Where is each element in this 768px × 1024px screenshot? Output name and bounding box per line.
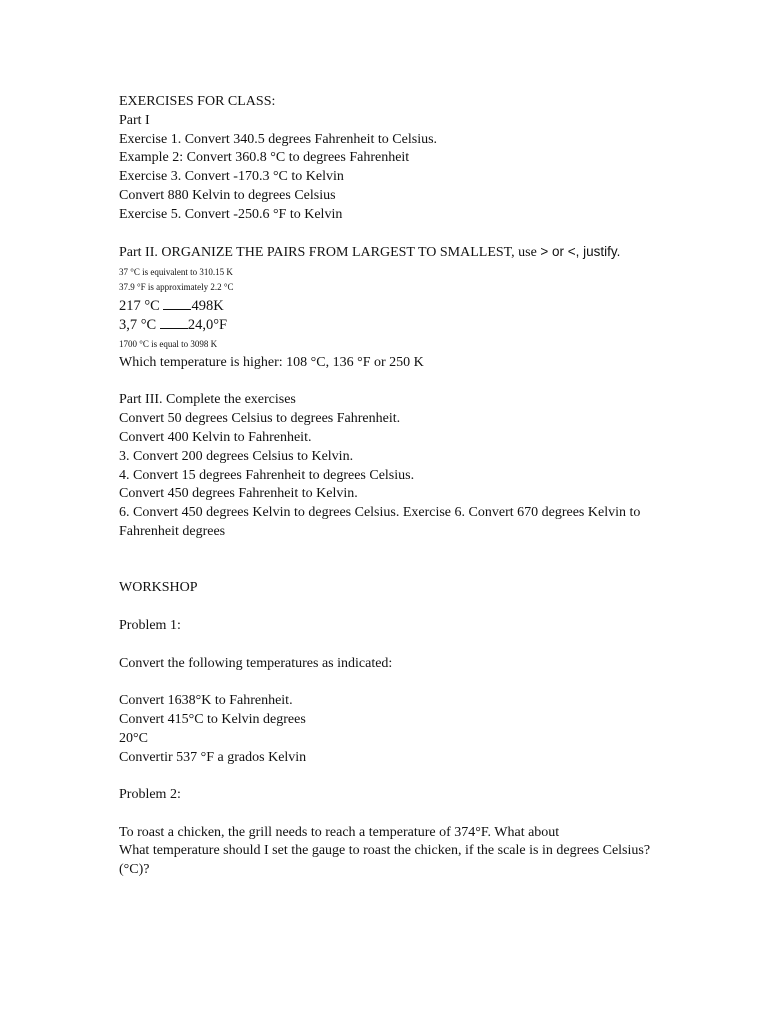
problem1-item: Convert 1638°K to Fahrenheit. — [119, 693, 293, 709]
workshop-section — [119, 579, 679, 880]
part1-section — [119, 93, 679, 225]
problem2-line: To roast a chicken, the grill needs to reach a temperature of 374°F. What about — [119, 824, 560, 840]
document-page — [119, 93, 679, 880]
part2-pair — [119, 297, 679, 316]
problem1-item: Convert 415°C to Kelvin degrees — [119, 711, 306, 727]
problem2-title: Problem 2: — [119, 787, 181, 803]
problem2-line: What temperature should I set the gauge to roast the chicken, if the scale is in degrees Celsius? — [119, 843, 651, 859]
part1-item: Exercise 1. Convert 340.5 degrees Fahrenheit to Celsius. — [119, 131, 438, 147]
part2-question: Which temperature is higher: 108 °C, 136 °F or 250 K — [119, 354, 424, 370]
part2-section — [119, 243, 679, 372]
exercises-heading: EXERCISES FOR CLASS: — [119, 94, 276, 109]
pair-right: 498K — [191, 298, 224, 315]
part2-note: 37 °C is equivalent to 310.15 K — [119, 267, 233, 278]
part3-item: 6. Convert 450 degrees Kelvin to degrees Celsius. Exercise 6. Convert 670 degrees Kelvin to Fahrenheit degrees — [119, 505, 641, 539]
part1-item: Exercise 5. Convert -250.6 °F to Kelvin — [119, 206, 343, 222]
part3-item: Convert 400 Kelvin to Fahrenheit. — [119, 429, 312, 445]
part1-subheading: Part I — [119, 112, 150, 128]
part2-pair — [119, 316, 679, 335]
problem1-list — [119, 692, 679, 767]
part3-section — [119, 391, 679, 541]
part2-note: 1700 °C is equal to 3098 K — [119, 338, 218, 349]
problem1-item: 20°C — [119, 730, 148, 746]
part2-heading-main: Part II. ORGANIZE THE PAIRS FROM LARGEST TO SMALLEST, use — [119, 245, 537, 261]
part2-heading-tail: > or <, justify. — [540, 244, 621, 260]
workshop-heading: WORKSHOP — [119, 580, 198, 596]
problem1-item: Convertir 537 °F a grados Kelvin — [119, 749, 307, 765]
pair-left: 217 °C — [119, 298, 160, 315]
problem1-title: Problem 1: — [119, 617, 181, 633]
answer-blank — [160, 316, 188, 329]
part3-item: 3. Convert 200 degrees Celsius to Kelvin. — [119, 448, 354, 464]
part2-heading — [119, 243, 679, 263]
pair-right: 24,0°F — [187, 316, 228, 333]
part1-item: Example 2: Convert 360.8 °C to degrees Fahrenheit — [119, 150, 410, 166]
part3-heading: Part III. Complete the exercises — [119, 392, 296, 408]
pair-left: 3,7 °C — [119, 316, 157, 333]
problem2-line: (°C)? — [119, 862, 150, 878]
answer-blank — [163, 297, 191, 310]
part3-item: Convert 450 degrees Fahrenheit to Kelvin. — [119, 486, 358, 502]
part3-item: Convert 50 degrees Celsius to degrees Fahrenheit. — [119, 411, 401, 427]
problem2-text — [119, 824, 679, 880]
problem1-instruction: Convert the following temperatures as indicated: — [119, 655, 393, 671]
part2-note: 37.9 °F is approximately 2.2 °C — [119, 282, 234, 293]
part3-item: 4. Convert 15 degrees Fahrenheit to degrees Celsius. — [119, 467, 415, 483]
part1-item: Convert 880 Kelvin to degrees Celsius — [119, 187, 336, 203]
part1-item: Exercise 3. Convert -170.3 °C to Kelvin — [119, 169, 344, 185]
